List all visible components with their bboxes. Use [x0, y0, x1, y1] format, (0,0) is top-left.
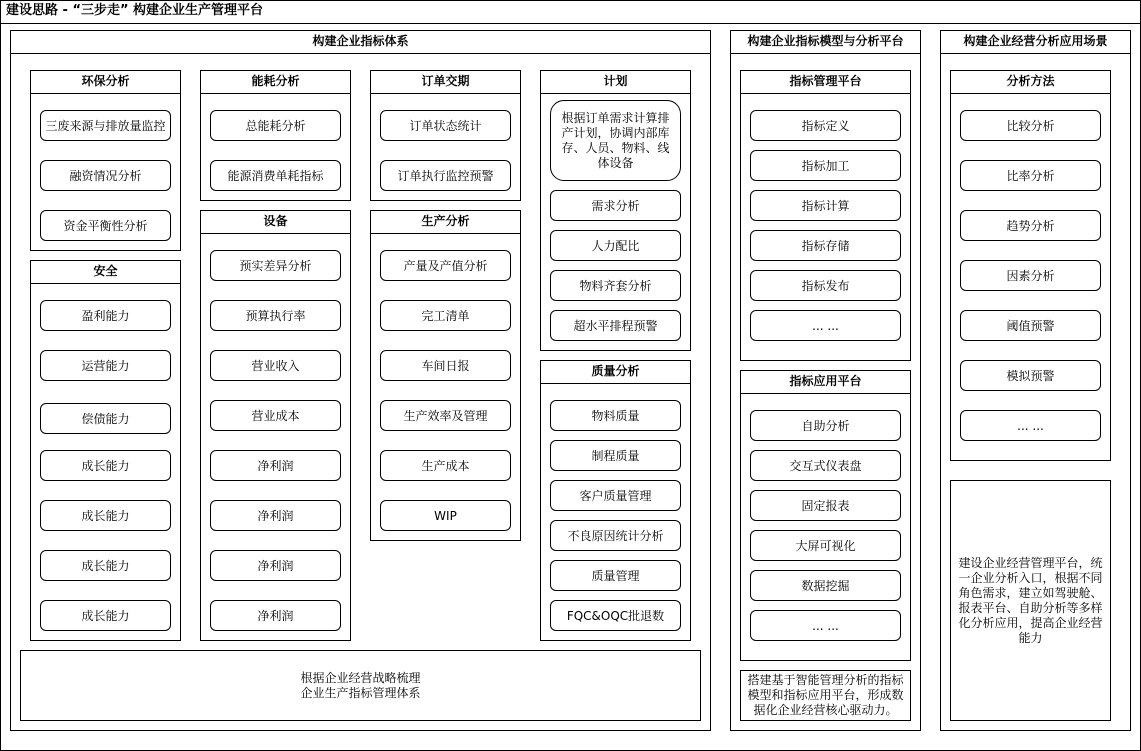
- order-item: 订单状态统计: [380, 110, 511, 141]
- plan-item: 物料齐套分析: [550, 270, 681, 301]
- energy-item: 能源消费单耗指标: [210, 160, 341, 191]
- method-item: 比率分析: [960, 160, 1101, 191]
- method-item: 因素分析: [960, 260, 1101, 291]
- indicator-app-item: 自助分析: [750, 410, 901, 441]
- equipment-item: 净利润: [210, 450, 341, 481]
- production-item: 产量及产值分析: [380, 250, 511, 281]
- equipment-item: 净利润: [210, 600, 341, 631]
- group-title: 订单交期: [371, 71, 520, 94]
- equipment-item: 预算执行率: [210, 300, 341, 331]
- system-note-line1: 根据企业经营战略梳理: [300, 670, 421, 685]
- safety-item: 偿债能力: [40, 403, 171, 434]
- section-title: 构建企业经营分析应用场景: [941, 31, 1130, 54]
- indicator-app-item: 交互式仪表盘: [750, 450, 901, 481]
- quality-item: 质量管理: [550, 560, 681, 591]
- method-item: 趋势分析: [960, 210, 1101, 241]
- env-item: 三废来源与排放量监控: [40, 110, 171, 141]
- method-item: 模拟预警: [960, 360, 1101, 391]
- plan-description: 根据订单需求计算排产计划，协调内部库存、人员、物料、线体设备: [550, 100, 681, 181]
- group-title: 安全: [31, 261, 180, 284]
- quality-item: FQC&OQC批退数: [550, 600, 681, 631]
- page-title: 建设思路 - “三步走” 构建企业生产管理平台: [0, 0, 1141, 24]
- group-title: 指标管理平台: [741, 71, 910, 94]
- production-item: WIP: [380, 500, 511, 531]
- platform-note: 搭建基于智能管理分析的指标模型和指标应用平台，形成数据化企业经营核心驱动力。: [740, 670, 911, 721]
- group-title: 设备: [201, 211, 350, 234]
- indicator-app-item: ... ...: [750, 610, 901, 641]
- plan-item: 人力配比: [550, 230, 681, 261]
- safety-item: 成长能力: [40, 450, 171, 481]
- production-item: 车间日报: [380, 350, 511, 381]
- production-item: 生产成本: [380, 450, 511, 481]
- indicator-mgmt-item: 指标存储: [750, 230, 901, 261]
- equipment-item: 预实差异分析: [210, 250, 341, 281]
- env-item: 资金平衡性分析: [40, 210, 171, 241]
- safety-item: 运营能力: [40, 350, 171, 381]
- indicator-app-item: 数据挖掘: [750, 570, 901, 601]
- production-item: 生产效率及管理: [380, 400, 511, 431]
- indicator-app-item: 大屏可视化: [750, 530, 901, 561]
- equipment-item: 营业成本: [210, 400, 341, 431]
- equipment-item: 净利润: [210, 500, 341, 531]
- equipment-item: 营业收入: [210, 350, 341, 381]
- group-title: 环保分析: [31, 71, 180, 94]
- equipment-item: 净利润: [210, 550, 341, 581]
- method-item: 阈值预警: [960, 310, 1101, 341]
- env-item: 融资情况分析: [40, 160, 171, 191]
- plan-item: 超水平排程预警: [550, 310, 681, 341]
- quality-item: 不良原因统计分析: [550, 520, 681, 551]
- indicator-app-item: 固定报表: [750, 490, 901, 521]
- section-title: 构建企业指标模型与分析平台: [731, 31, 920, 54]
- energy-item: 总能耗分析: [210, 110, 341, 141]
- safety-item: 成长能力: [40, 500, 171, 531]
- section-title: 构建企业指标体系: [11, 31, 710, 54]
- quality-item: 客户质量管理: [550, 480, 681, 511]
- group-title: 能耗分析: [201, 71, 350, 94]
- quality-item: 物料质量: [550, 400, 681, 431]
- indicator-mgmt-item: 指标加工: [750, 150, 901, 181]
- system-note-line2: 企业生产指标管理体系: [300, 685, 421, 700]
- safety-item: 盈利能力: [40, 300, 171, 331]
- plan-item: 需求分析: [550, 190, 681, 221]
- group-title: 指标应用平台: [741, 371, 910, 394]
- scene-note: 建设企业经营管理平台，统一企业分析入口，根据不同角色需求，建立如驾驶舱、报表平台、自助分析等多样化分析应用，提高企业经营能力: [950, 480, 1111, 721]
- system-note: [20, 650, 701, 721]
- indicator-mgmt-item: 指标发布: [750, 270, 901, 301]
- group-title: 质量分析: [541, 361, 690, 384]
- indicator-mgmt-item: 指标计算: [750, 190, 901, 221]
- quality-item: 制程质量: [550, 440, 681, 471]
- method-item: ... ...: [960, 410, 1101, 441]
- indicator-mgmt-item: ... ...: [750, 310, 901, 341]
- safety-item: 成长能力: [40, 600, 171, 631]
- method-item: 比较分析: [960, 110, 1101, 141]
- group-title: 生产分析: [371, 211, 520, 234]
- group-title: 分析方法: [951, 71, 1110, 94]
- order-item: 订单执行监控预警: [380, 160, 511, 191]
- safety-item: 成长能力: [40, 550, 171, 581]
- group-title: 计划: [541, 71, 690, 94]
- production-item: 完工清单: [380, 300, 511, 331]
- indicator-mgmt-item: 指标定义: [750, 110, 901, 141]
